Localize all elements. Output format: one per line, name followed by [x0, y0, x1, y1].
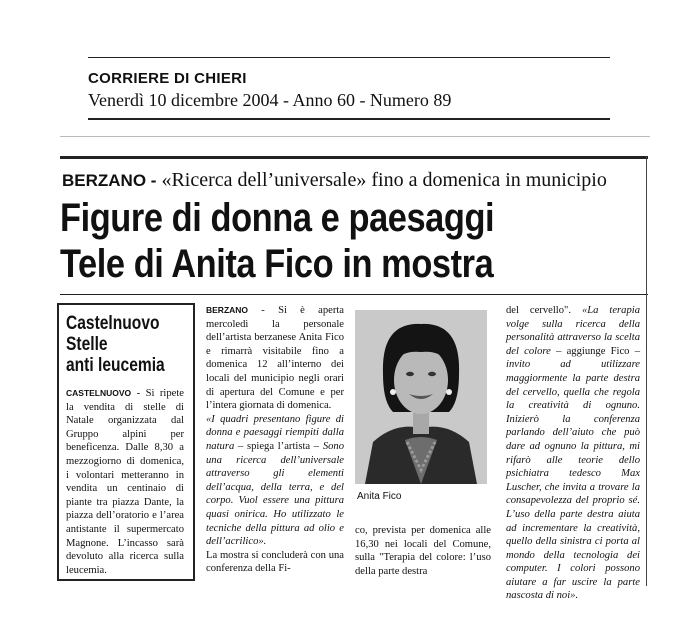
- col3-text-2: – aggiunge Fico –: [550, 345, 640, 357]
- clipping-edge: [60, 136, 650, 137]
- sidebar-title-line-2: Stelle: [66, 334, 108, 355]
- col3-quote-1: «La terapia volge sulla ricerca della personalità attraverso la scelta del colore: [506, 305, 640, 357]
- portrait-photo: [355, 310, 487, 484]
- photo-caption: Anita Fico: [357, 491, 402, 502]
- article-column-1: [206, 304, 344, 576]
- sidebar-title-line-3: anti leucemia: [66, 355, 165, 376]
- article-column-2: [355, 524, 491, 578]
- article-column-3: [506, 304, 640, 603]
- col1-text-3: La mostra si concluderà con una conferenza della Fi-: [206, 549, 344, 575]
- article-lead: BERZANO: [206, 305, 249, 315]
- masthead-rule-bottom: [88, 118, 610, 120]
- article-top-rule: [60, 156, 648, 159]
- col3-quote-2: invito ad utilizzare maggiormente la parte destra del cervello, quella che regola la creatività di ognuno. Inizierò la conferenza parlando dell’aiuto che può dare ad ognuno la pittura, mi rifarò alle teorie dello psichiatra tedesco Max Luscher, che invita a trovare la consapevolezza del proprio sé. L’uso della parte destra aiuta ad incrementare la creatività, quello della sinistra ci porta al mondo della tecnologia dei computer. I colori possono aiutare a far uscire la parte nascosta di noi».: [506, 359, 640, 602]
- headline-line-1: Figure di donna e paesaggi: [60, 196, 495, 240]
- col1-text-2: – spiega l’artista –: [234, 440, 323, 452]
- sidebar-lead: CASTELNUOVO: [66, 388, 132, 398]
- sidebar-text: - Si ripete la vendita di stelle di Natale organizzata dal Gruppo alpini per beneficenza. Dalle 8,30 a mezzogiorno di domenica, i volontari metteranno in vendita un centinaio di piante tra piazza Dante, la piazza dell’oratorio e l’area antistante il supermercato Magnone. L’incasso sarà devoluto alla ricerca sulla leucemia.: [66, 388, 184, 576]
- portrait-illustration: [355, 310, 487, 484]
- kicker-place: BERZANO -: [62, 171, 157, 190]
- sidebar-body: [66, 387, 184, 577]
- dateline: Venerdì 10 dicembre 2004 - Anno 60 - Numero 89: [88, 90, 452, 110]
- col2-text: co, prevista per domenica alle 16,30 nei locali del Comune, sulla "Terapia del colore: l’uso della parte destra: [355, 525, 491, 577]
- kicker-text: «Ricerca dell’universale» fino a domenica in municipio: [161, 169, 607, 191]
- col1-text-1: - Si è aperta mercoledì la personale dell’artista berzanese Anita Fico e rimarrà visitabile fino a domenica 12 all’interno dei locali del municipio negli orari di apertura del Comune e per l’intera giornata di domenica.: [206, 305, 344, 412]
- kicker: [62, 169, 607, 192]
- headline-line-2: Tele di Anita Fico in mostra: [60, 242, 494, 286]
- sidebar-title-line-1: Castelnuovo: [66, 313, 160, 334]
- headline-bottom-rule: [60, 294, 648, 295]
- col1-quote-1: «I quadri presentano figure di donna e paesaggi riempiti dalla natura: [206, 413, 344, 452]
- sidebar-title: [66, 313, 165, 376]
- col3-text-1: del cervello".: [506, 305, 582, 316]
- newspaper-name: CORRIERE DI CHIERI: [88, 70, 247, 87]
- masthead-rule-top: [88, 57, 610, 58]
- col1-quote-2: Sono una ricerca dell’universale attraverso gli elementi dell’acqua, della terra, e del corpo. Vuol essere una pittura quasi onirica. Ho utilizzato le tecniche della pittura ad olio e dell’acrilico».: [206, 440, 344, 548]
- clipping-right-edge: [646, 156, 647, 586]
